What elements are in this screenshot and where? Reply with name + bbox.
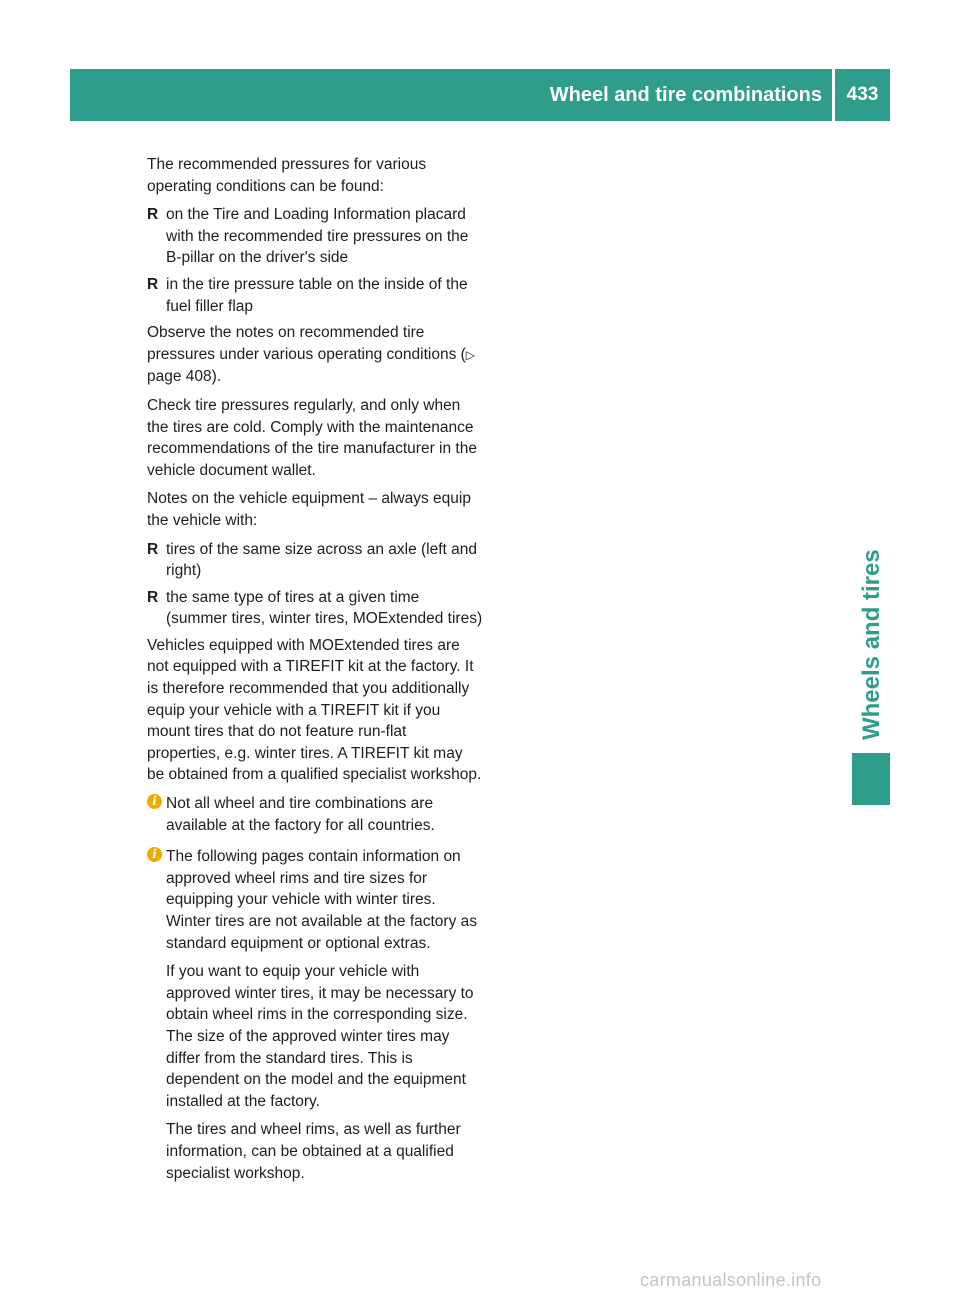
moextended-paragraph: Vehicles equipped with MOExtended tires are not equipped with a TIREFIT kit at the factory. It is therefore recommended that you additionally equip your vehicle with a TIREFIT kit if you mount tires that do not feature run-flat properties, e.g. winter tires. A TIREFIT kit may be obtained from a qualified specialist workshop.: [147, 636, 482, 784]
note-text: If you want to equip your vehicle with approved winter tires, it may be necessary to obtain wheel rims in the corresponding size. The size of the approved winter tires may differ from the standard tires. This is dependent on the model and the equipment installed at the factory.: [166, 963, 474, 1110]
page-reference-link[interactable]: page 408: [147, 368, 212, 386]
page-number: 433: [846, 84, 879, 105]
page-title: Wheel and tire combinations: [549, 84, 822, 106]
main-content: [147, 154, 483, 1194]
info-icon: i: [147, 847, 162, 862]
observe-text: Observe the notes on recommended tire pressures under various operating conditions (: [147, 324, 466, 363]
bullet-icon: R: [147, 275, 159, 293]
list-item: [147, 539, 483, 582]
list-item: [147, 204, 483, 269]
bullet-icon: R: [147, 540, 159, 558]
note-text: The following pages contain information on approved wheel rims and tire sizes for equipping your vehicle with winter tires. Winter tires are not available at the factory as standard equipment or optional extras.: [166, 848, 478, 952]
info-icon: i: [147, 794, 162, 809]
note-text: Not all wheel and tire combinations are available at the factory for all countries.: [166, 795, 435, 834]
equipment-paragraph: Notes on the vehicle equipment – always equip the vehicle with:: [147, 490, 471, 529]
list-item-text: in the tire pressure table on the inside of the fuel filler flap: [166, 275, 468, 315]
list-item: [147, 274, 483, 317]
check-paragraph: Check tire pressures regularly, and only when the tires are cold. Comply with the maintenance recommendations of the tire manufacturer in the vehicle document wallet.: [147, 396, 477, 479]
section-tab-label: Wheels and tires: [858, 549, 885, 740]
list-item-text: tires of the same size across an axle (left and right): [166, 540, 478, 580]
info-note: [147, 846, 483, 1184]
list-item-text: on the Tire and Loading Information placard with the recommended tire pressures on the B-pillar on the driver's side: [166, 206, 469, 267]
intro-paragraph: The recommended pressures for various operating conditions can be found:: [147, 156, 427, 195]
watermark: carmanualsonline.info: [640, 1270, 822, 1290]
note-text: The tires and wheel rims, as well as further information, can be obtained at a qualified specialist workshop.: [166, 1121, 461, 1182]
observe-paragraph: [147, 322, 483, 388]
list-item: [147, 587, 483, 630]
bullet-icon: R: [147, 206, 159, 224]
observe-suffix: ).: [211, 368, 222, 386]
section-tab-marker: [852, 753, 890, 805]
page-ref-arrow-icon: ▷: [465, 347, 476, 362]
page-header: [70, 69, 890, 121]
list-item-text: the same type of tires at a given time (summer tires, winter tires, MOExtended tires): [166, 588, 483, 628]
bullet-icon: R: [147, 588, 159, 606]
info-note: [147, 793, 483, 836]
